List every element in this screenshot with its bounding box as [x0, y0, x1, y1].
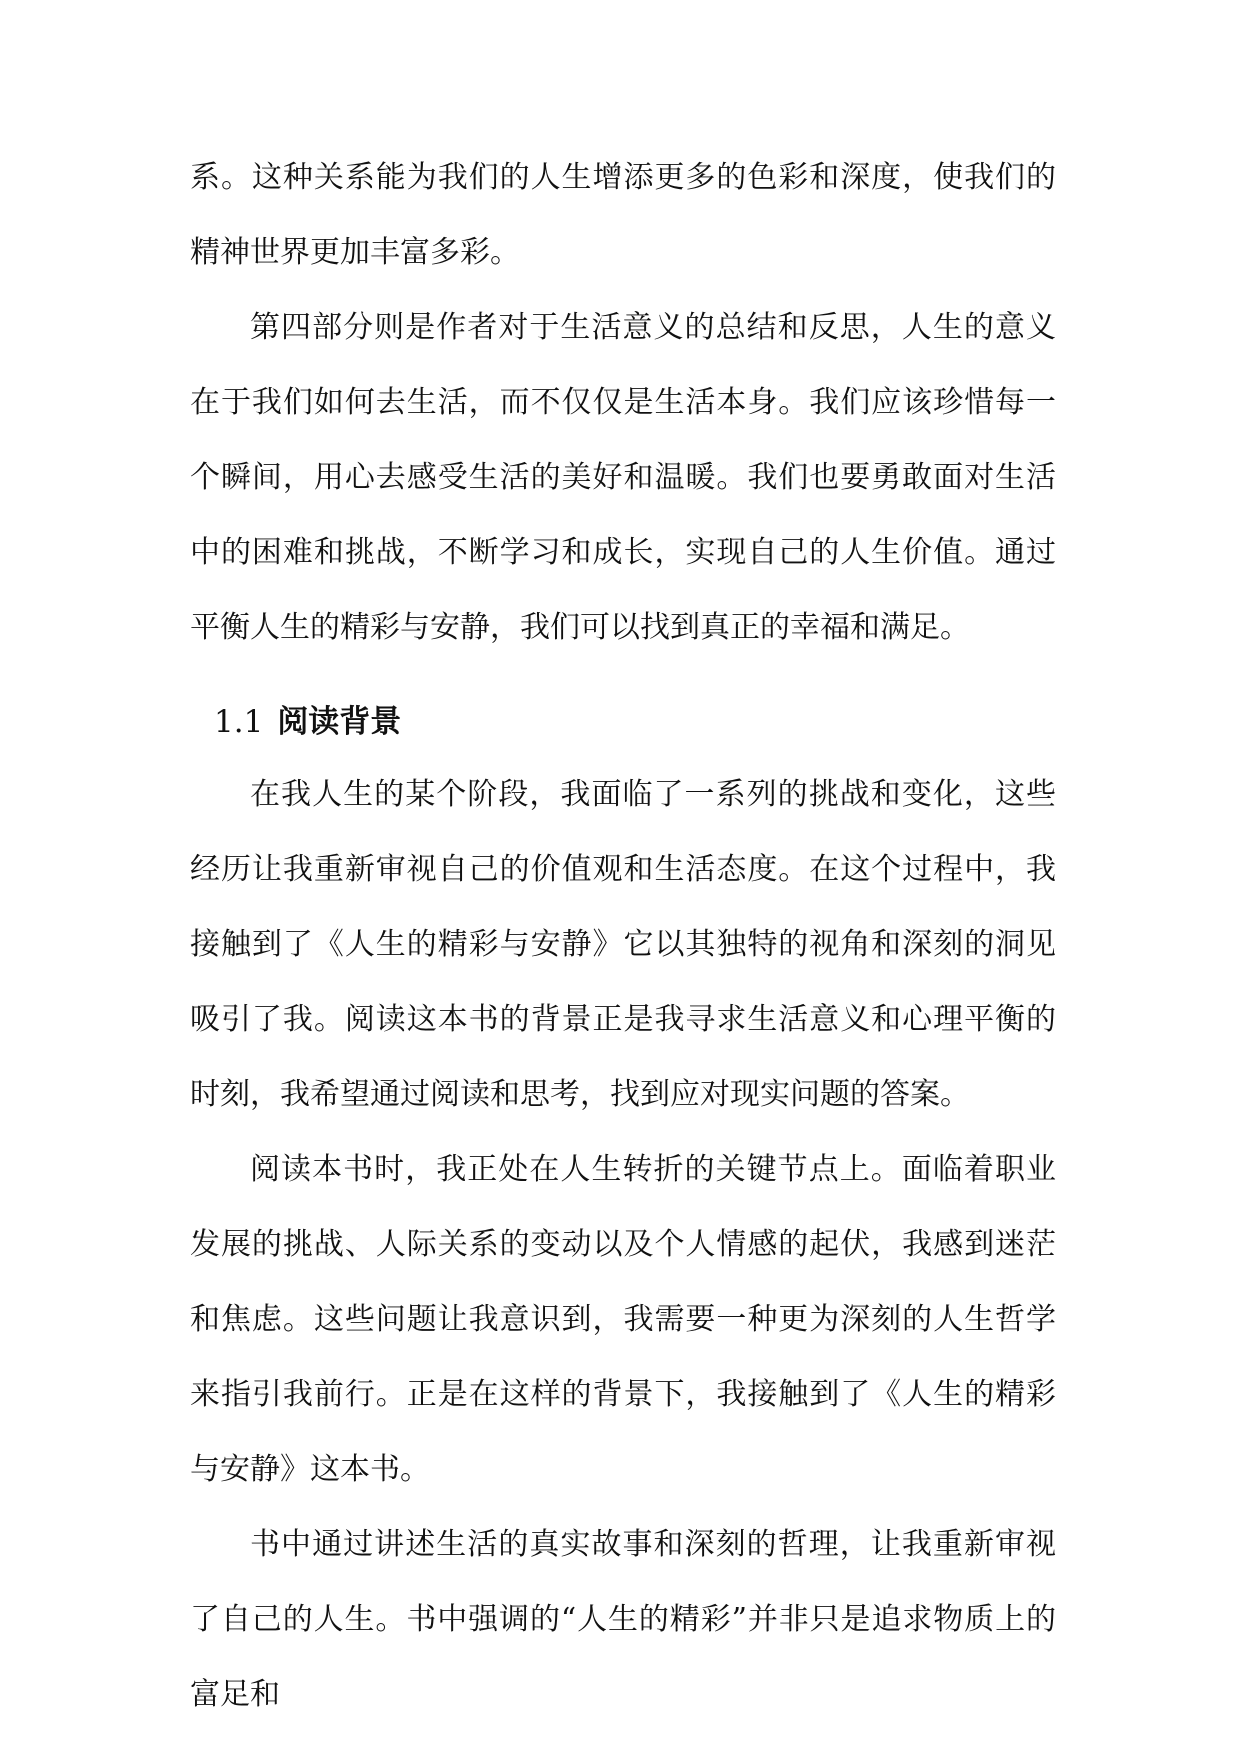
section-heading: [190, 685, 1056, 760]
section-number: 1.1: [214, 704, 264, 740]
paragraph-book-insight: 书中通过讲述生活的真实故事和深刻的哲理，让我重新审视了自己的人生。书中强调的“人生的精彩”并非只是追求物质上的富足和: [190, 1527, 1056, 1712]
paragraph-continuation: 系。这种关系能为我们的人生增添更多的色彩和深度，使我们的精神世界更加丰富多彩。: [190, 160, 1056, 270]
paragraph-part-four-summary: 第四部分则是作者对于生活意义的总结和反思，人生的意义在于我们如何去生活，而不仅仅是生活本身。我们应该珍惜每一个瞬间，用心去感受生活的美好和温暖。我们也要勇敢面对生活中的困难和挑战，不断学习和成长，实现自己的人生价值。通过平衡人生的精彩与安静，我们可以找到真正的幸福和满足。: [190, 310, 1056, 645]
section-title: 阅读背景: [277, 704, 402, 740]
paragraph-turning-point: 阅读本书时，我正处在人生转折的关键节点上。面临着职业发展的挑战、人际关系的变动以及个人情感的起伏，我感到迷茫和焦虑。这些问题让我意识到，我需要一种更为深刻的人生哲学来指引我前行。正是在这样的背景下，我接触到了《人生的精彩与安静》这本书。: [190, 1152, 1056, 1487]
document-body: [190, 140, 1056, 1732]
paragraph-reading-background: 在我人生的某个阶段，我面临了一系列的挑战和变化，这些经历让我重新审视自己的价值观和生活态度。在这个过程中，我接触到了《人生的精彩与安静》它以其独特的视角和深刻的洞见吸引了我。阅读这本书的背景正是我寻求生活意义和心理平衡的时刻，我希望通过阅读和思考，找到应对现实问题的答案。: [190, 777, 1056, 1112]
